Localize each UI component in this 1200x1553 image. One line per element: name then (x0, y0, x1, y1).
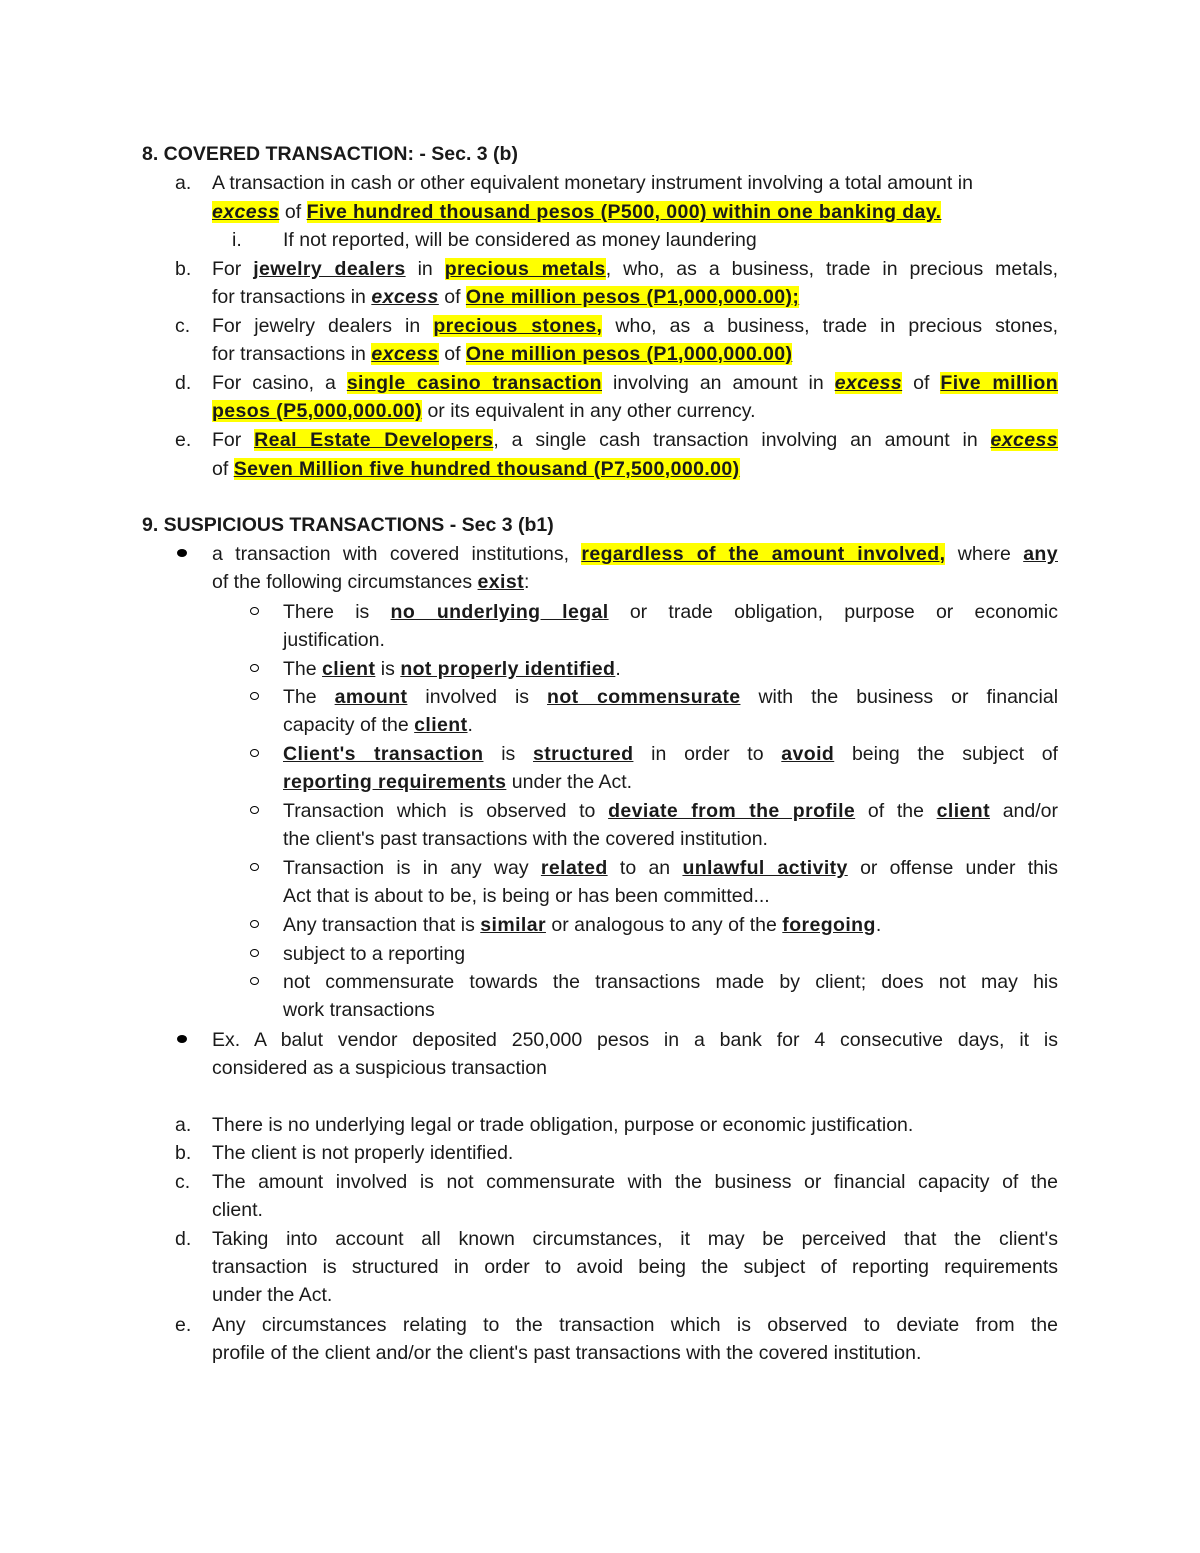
subitem-marker: i. (232, 229, 242, 251)
text: For casino, a (212, 372, 336, 394)
circle-bullet-icon (250, 920, 259, 928)
not-identified-term: not properly identified (400, 658, 616, 680)
reporting-requirements-term: reporting requirements (283, 771, 507, 793)
deviate-term: deviate from the profile (608, 800, 856, 822)
circ4-line1 (283, 742, 1058, 766)
circ9-line1: not commensurate towards the transactions made by client; does not may his (283, 971, 1058, 993)
text: a transaction with covered institutions, (212, 543, 570, 565)
no-underlying-term: no underlying legal (390, 601, 609, 623)
regardless-term: regardless of the amount involved, (581, 543, 946, 565)
amount-term: pesos (P5,000,000.00) (212, 400, 423, 422)
list2-d-line2: transaction is structured in order to avoid being the subject of reporting requirements (212, 1256, 1058, 1278)
single-casino-term: single casino transaction (346, 372, 602, 394)
text: with the business or financial (758, 686, 1059, 708)
list2-a: There is no underlying legal or trade obligation, purpose or economic justification. (212, 1114, 914, 1136)
structured-term: structured (533, 743, 634, 765)
circle-bullet-icon (250, 607, 259, 615)
item-marker: e. (175, 1314, 192, 1336)
circ7-line (283, 913, 881, 937)
suspicious-b1-line2 (212, 570, 529, 594)
client-term: client (936, 800, 990, 822)
related-term: related (540, 857, 608, 879)
jewelry-dealers-term: jewelry dealers (253, 258, 406, 280)
covered-b-line2 (212, 285, 799, 309)
item-marker: e. (175, 429, 192, 451)
item-marker: a. (175, 1114, 192, 1136)
list2-b: The client is not properly identified. (212, 1142, 514, 1164)
unlawful-activity-term: unlawful activity (682, 857, 848, 879)
example-line1: Ex. A balut vendor deposited 250,000 pesos in a bank for 4 consecutive days, it is (212, 1029, 1058, 1051)
circ1-line2: justification. (283, 629, 385, 651)
text: under the Act. (511, 771, 633, 793)
precious-metals-term: precious metals (444, 258, 606, 280)
excess-term: excess (212, 201, 280, 223)
text: involved is (425, 686, 530, 708)
covered-c-line2 (212, 342, 792, 366)
text: Transaction is in any way (283, 857, 529, 879)
text: of (284, 201, 302, 223)
circle-bullet-icon (250, 664, 259, 672)
item-marker: b. (175, 258, 192, 280)
excess-term: excess (834, 372, 903, 394)
text: of (444, 286, 461, 308)
item-marker: c. (175, 315, 191, 337)
list2-c-line1: The amount involved is not commensurate with the business or financial capacity of the (212, 1171, 1058, 1193)
text: is (355, 601, 370, 623)
section-8-title: 8. COVERED TRANSACTION: - Sec. 3 (b) (142, 143, 518, 165)
text: or its equivalent in any other currency. (427, 400, 756, 422)
text: Any transaction that is (283, 914, 475, 936)
text: of (212, 458, 229, 480)
covered-b-line1 (212, 257, 1058, 281)
text: or analogous to any of the (551, 914, 777, 936)
clients-transaction-term: Client's transaction (283, 743, 484, 765)
circ5-line1 (283, 799, 1058, 823)
text: There (283, 601, 334, 623)
text: being the subject of (851, 743, 1058, 765)
text: and/or (1002, 800, 1058, 822)
text: of (913, 372, 930, 394)
covered-e-line1 (212, 428, 1058, 452)
list2-e-line1: Any circumstances relating to the transaction which is observed to deviate from the (212, 1314, 1058, 1336)
bullet-icon (177, 1035, 187, 1043)
circ9-line2: work transactions (283, 999, 435, 1021)
list2-c-line2: client. (212, 1199, 263, 1221)
client-term: client (414, 714, 468, 736)
text: . (875, 914, 882, 936)
list2-e-line2: profile of the client and/or the client's past transactions with the covered institution. (212, 1342, 922, 1364)
list2-d-line3: under the Act. (212, 1284, 333, 1306)
amount-term: Seven Million five hundred thousand (P7,500,000.00) (233, 458, 740, 480)
circ3-line2 (283, 713, 473, 737)
circ2-line (283, 657, 621, 681)
covered-d-line2 (212, 399, 756, 423)
text: For (212, 429, 242, 451)
foregoing-term: foregoing (782, 914, 876, 936)
circ1-line1 (283, 600, 1058, 624)
text: : (524, 571, 530, 593)
circ8-line: subject to a reporting (283, 943, 466, 965)
excess-term: excess (371, 286, 439, 308)
text: for transactions in (212, 343, 366, 365)
text: of (444, 343, 461, 365)
covered-c-line1 (212, 314, 1058, 338)
text: , who, as a business, trade in precious metals, (605, 258, 1059, 280)
excess-term: excess (371, 343, 439, 365)
circ6-line2: Act that is about to be, is being or has been committed... (283, 885, 770, 907)
text: For (212, 258, 242, 280)
covered-d-line1 (212, 371, 1058, 395)
text: where (957, 543, 1011, 565)
exist-term: exist (477, 571, 524, 593)
text: , a single cash transaction involving an amount in (493, 429, 978, 451)
circle-bullet-icon (250, 692, 259, 700)
comma: , (596, 315, 603, 337)
covered-a-line1: A transaction in cash or other equivalent monetary instrument involving a total amount in (212, 172, 973, 194)
bullet-icon (177, 549, 187, 557)
amount-term: One million pesos (P1,000,000.00); (465, 286, 800, 308)
text: . (467, 714, 473, 736)
circ3-line1 (283, 685, 1058, 709)
item-marker: c. (175, 1171, 191, 1193)
any-term: any (1023, 543, 1058, 565)
item-marker: a. (175, 172, 192, 194)
text: who, as a business, trade in precious stones, (615, 315, 1059, 337)
text: capacity of the (283, 714, 409, 736)
amount-term: Five million (940, 372, 1059, 394)
circle-bullet-icon (250, 977, 259, 985)
suspicious-b1-line1 (212, 542, 1058, 566)
client-term: client (322, 658, 376, 680)
item-marker: b. (175, 1142, 192, 1164)
section-9-title: 9. SUSPICIOUS TRANSACTIONS - Sec 3 (b1) (142, 514, 554, 536)
text: or trade obligation, purpose or economic (629, 601, 1058, 623)
text: is (501, 743, 516, 765)
circle-bullet-icon (250, 949, 259, 957)
excess-term: excess (990, 429, 1058, 451)
text: of the (867, 800, 924, 822)
text: of the following circumstances (212, 571, 473, 593)
amount-term: amount (334, 686, 408, 708)
list2-d-line1: Taking into account all known circumstances, it may be perceived that the client's (212, 1228, 1058, 1250)
amount-term: One million pesos (P1,000,000.00) (465, 343, 793, 365)
text: to an (619, 857, 671, 879)
avoid-term: avoid (781, 743, 835, 765)
circ6-line1 (283, 856, 1058, 880)
text: or offense under this (860, 857, 1059, 879)
item-marker: d. (175, 1228, 192, 1250)
similar-term: similar (480, 914, 546, 936)
circle-bullet-icon (250, 863, 259, 871)
example-line2: considered as a suspicious transaction (212, 1057, 547, 1079)
circle-bullet-icon (250, 806, 259, 814)
text: is (380, 658, 395, 680)
real-estate-term: Real Estate Developers (254, 429, 494, 451)
item-marker: d. (175, 372, 192, 394)
covered-e-line2 (212, 457, 740, 481)
precious-stones-term: precious stones (433, 315, 597, 337)
circ4-line2 (283, 770, 632, 794)
text: The (283, 658, 317, 680)
covered-a-line2 (212, 200, 941, 224)
text: for transactions in (212, 286, 366, 308)
text: in (417, 258, 433, 280)
circle-bullet-icon (250, 749, 259, 757)
not-commensurate-term: not commensurate (547, 686, 741, 708)
circ5-line2: the client's past transactions with the covered institution. (283, 828, 768, 850)
text: Transaction which is observed to (283, 800, 596, 822)
text: in order to (651, 743, 764, 765)
text: The (283, 686, 317, 708)
text: involving an amount in (612, 372, 824, 394)
text: For jewelry dealers in (212, 315, 421, 337)
covered-a-sub: If not reported, will be considered as money laundering (283, 229, 757, 251)
amount-term: Five hundred thousand pesos (P500, 000) within one banking day. (306, 201, 942, 223)
text: . (615, 658, 621, 680)
